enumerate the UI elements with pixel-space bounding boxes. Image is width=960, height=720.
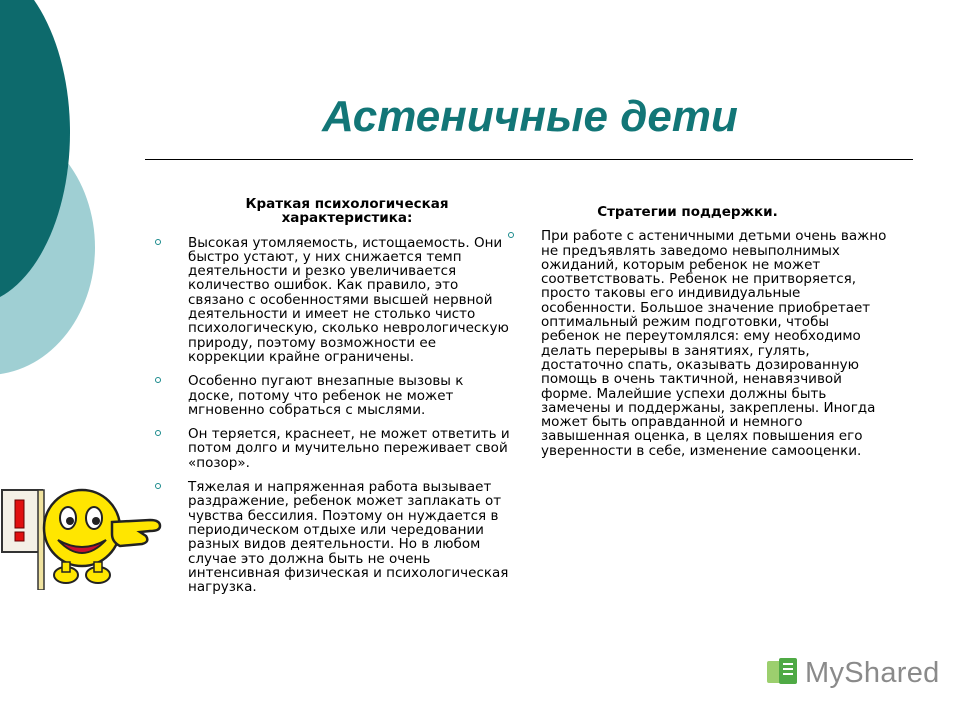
right-column (505, 205, 890, 468)
myshared-logo (765, 655, 940, 691)
list-item (152, 374, 512, 417)
title-divider (145, 159, 913, 160)
list-item-text: Высокая утомляемость, истощаемость. Они быстро устают, у них снижается темп деятельности и резко увеличивается количество ошибок. Как правило, это связано с особенностями высшей нервной деятельности и имеет не столько чисто психологическую, сколько неврологическую природу, поэтому возможности ее коррекции крайне ограничены. (188, 234, 509, 365)
list-item (152, 236, 512, 365)
list-item (505, 229, 890, 458)
right-heading: Стратегии поддержки. (597, 204, 778, 220)
smiley-pointing-icon (0, 470, 170, 590)
left-column (152, 197, 512, 604)
right-list (505, 229, 890, 458)
bullet-icon (155, 430, 161, 436)
list-item-text: Тяжелая и напряженная работа вызывает раздражение, ребенок может заплакать от чувства бессилия. Поэтому он нуждается в периодическом отдыхе или чередовании разных видов деятельности. Но в любом случае это должна быть не очень интенсивная физическая и психологическая нагрузка. (188, 479, 509, 596)
left-heading: Краткая психологическая характеристика: (245, 196, 449, 227)
list-item (152, 427, 512, 470)
list-item (152, 480, 512, 594)
logo-mark-icon (765, 655, 801, 691)
bullet-icon (155, 239, 161, 245)
bullet-icon (155, 377, 161, 383)
list-item-text: Он теряется, краснеет, не может ответить и потом долго и мучительно переживает свой «позор». (188, 426, 510, 471)
logo-text: MyShared (805, 656, 940, 689)
list-item-text: При работе с астеничными детьми очень важно не предъявлять заведомо невыполнимых ожиданий, которым ребенок не может соответствовать. Ребенок не притворяется, просто таковы его индивидуальные особенности. Большое значение приобретает оптимальный режим подготовки, чтобы ребенок не переутомлялся: ему необходимо делать перерывы в занятиях, гулять, достаточно спать, оказывать дозированную помощь в очень тактичной, ненавязчивой форме. Малейшие успехи должны быть замечены и поддержаны, закреплены. Иногда может быть оправданной и немного завышенная оценка, в целях повышения его уверенности в себе, изменение самооценки. (541, 228, 887, 459)
list-item-text: Особенно пугают внезапные вызовы к доске, потому что ребенок не может мгновенно собраться с мыслями. (188, 373, 464, 418)
bullet-icon (508, 232, 514, 238)
left-list (152, 236, 512, 595)
slide-title: Астеничные дети (322, 92, 738, 141)
